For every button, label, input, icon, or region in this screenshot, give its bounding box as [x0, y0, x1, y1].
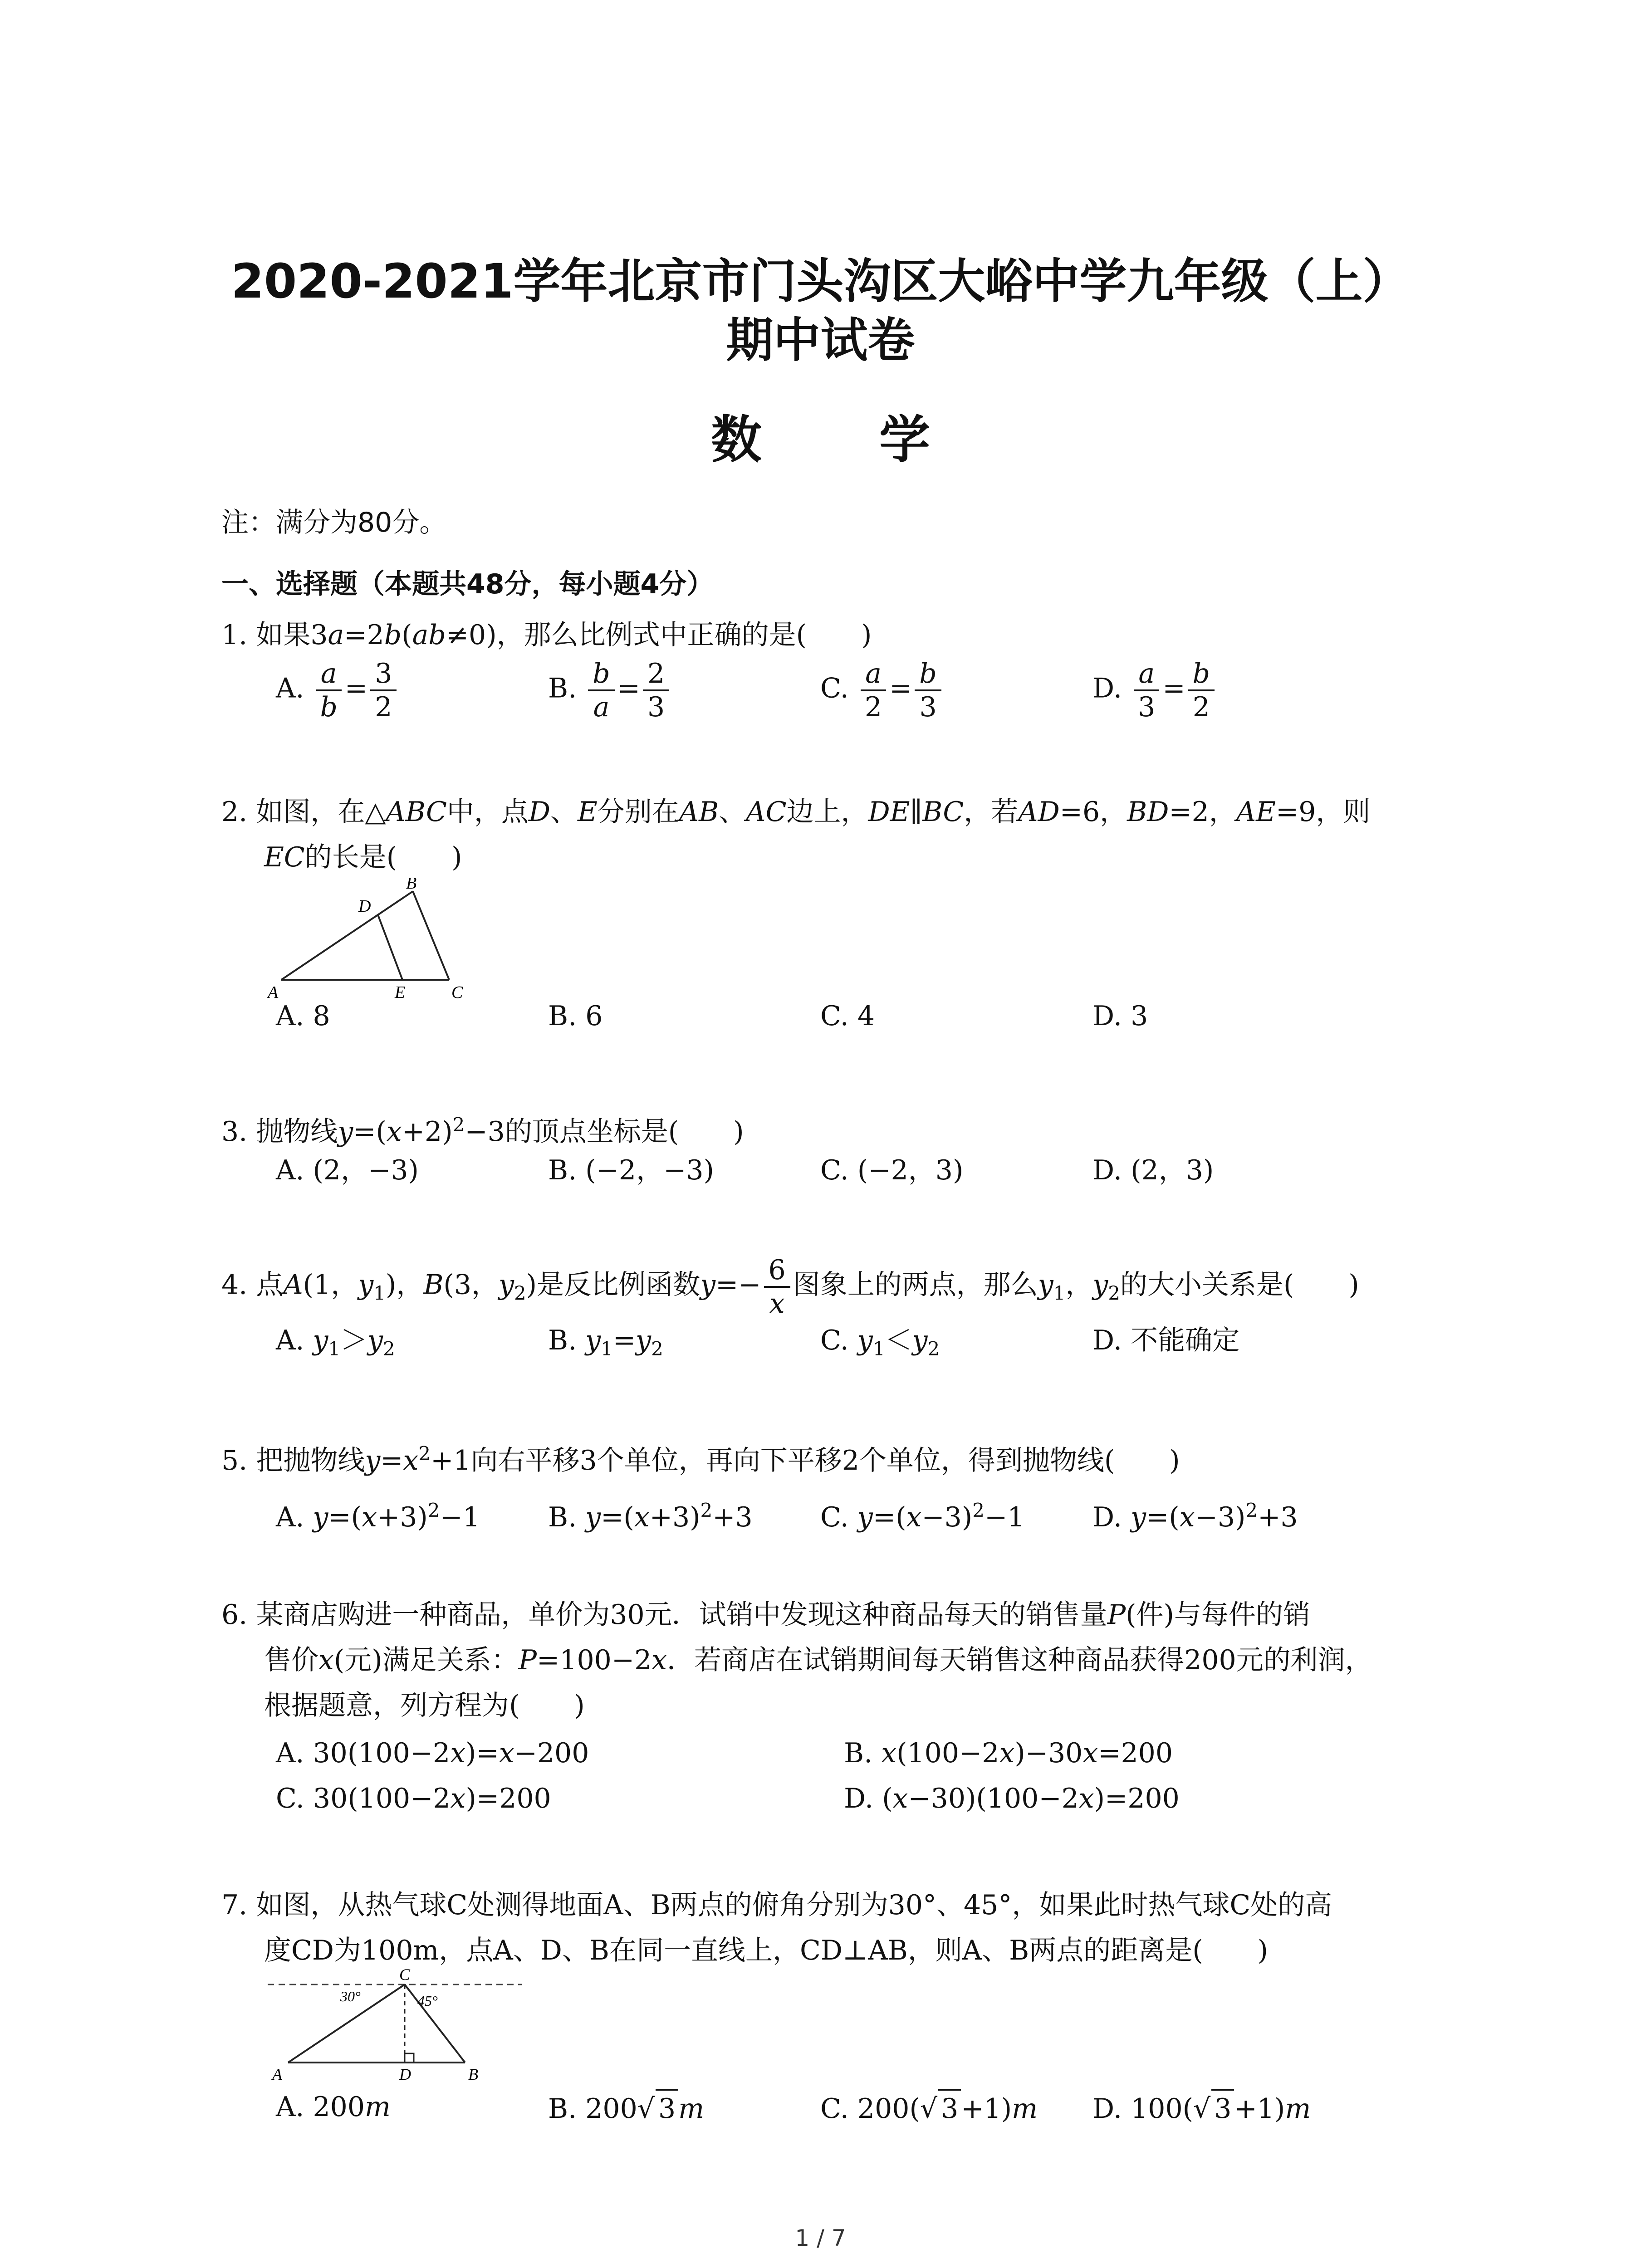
section-heading: 一、选择题（本题共48分，每小题4分）	[221, 568, 714, 600]
figure2-label-b: B	[406, 878, 417, 893]
question-5-option-a: A. $y=(x+3)^2-1$	[276, 1499, 480, 1533]
figure7-label-b: B	[468, 2065, 478, 2082]
question-7-option-a: A. 200m	[276, 2091, 391, 2123]
subject-heading: 数 学	[711, 411, 980, 469]
question-2-option-c: C. 4	[820, 1000, 875, 1032]
question-7-balloon-figure	[259, 1969, 531, 2082]
question-7-stem-line2: 度CD为100m，点A、D、B在同一直线上，CD⊥AB，则A、B两点的距离是( )	[264, 1935, 1269, 1966]
figure7-label-c: C	[399, 1969, 411, 1984]
figure2-label-c: C	[451, 983, 463, 1000]
question-2-stem-line2: EC的长是( )	[264, 841, 462, 873]
page-number: 1 / 7	[795, 2225, 846, 2251]
question-4-option-a: A. $y_1>y_2$	[276, 1325, 395, 1360]
question-3-option-a: A. (2，−3)	[276, 1154, 419, 1186]
question-1-option-a: A. $\frac{a}{b}$ = $\frac{3}{2}$	[276, 658, 399, 723]
question-3-option-d: D. (2，3)	[1092, 1154, 1214, 1186]
question-2-option-d: D. 3	[1092, 1000, 1148, 1032]
question-5-option-b: B. $y=(x+3)^2+3$	[548, 1499, 753, 1533]
figure7-angle-45: 45°	[417, 1993, 438, 2009]
figure7-label-a: A	[272, 2065, 282, 2082]
figure2-label-e: E	[395, 983, 406, 1000]
figure7-angle-30: 30°	[340, 1988, 361, 2004]
score-note: 注：满分为80分。	[221, 507, 447, 538]
question-7-option-c: C. 200(√ 3 +1)m	[820, 2089, 1038, 2127]
question-4-option-b: B. $y_1=y_2$	[548, 1325, 663, 1360]
question-4-option-d: D. 不能确定	[1092, 1325, 1240, 1356]
question-6-stem-line2: 售价x(元)满足关系：P=100−2x．若商店在试销期间每天销售这种商品获得200元的利润，	[264, 1644, 1372, 1676]
question-6-stem-line3: 根据题意，列方程为( )	[264, 1690, 585, 1721]
question-5-stem: 5. 把抛物线$y=x^2+1$向右平移3个单位，再向下平移2个单位，得到抛物线( )	[221, 1442, 1180, 1476]
question-4-option-c: C. $y_1<y_2$	[820, 1325, 940, 1360]
question-1-stem: 1. 如果3a=2b(ab≠0)，那么比例式中正确的是( )	[221, 619, 872, 651]
question-5-option-c: C. $y=(x-3)^2-1$	[820, 1499, 1025, 1533]
question-3-option-b: B. (−2，−3)	[548, 1154, 714, 1186]
question-4-stem: 4. 点A(1，$y_1$)，B(3，$y_2$)是反比例函数y=− $\frac{6}{x}$ 图象上的两点，那么$y_1$，$y_2$的大小关系是( )	[221, 1254, 1359, 1320]
question-2-triangle-figure	[263, 878, 481, 1000]
question-6-option-b: B. x(100−2x)−30x=200	[844, 1737, 1173, 1769]
question-6-option-c: C. 30(100−2x)=200	[276, 1783, 551, 1814]
question-6-stem-line1: 6. 某商店购进一种商品，单价为30元．试销中发现这种商品每天的销售量P(件)与每件的销	[221, 1599, 1310, 1631]
question-7-option-d: D. 100(√ 3 +1)m	[1092, 2089, 1311, 2127]
question-7-option-b: B. 200√ 3 m	[548, 2089, 704, 2127]
figure2-label-d: D	[358, 897, 371, 916]
document-title-line1: 2020-2021学年北京市门头沟区大峪中学九年级（上）	[231, 254, 1410, 309]
question-5-option-d: D. $y=(x-3)^2+3$	[1092, 1499, 1298, 1533]
question-3-option-c: C. (−2，3)	[820, 1154, 964, 1186]
question-1-option-c: C. $\frac{a}{2}$ = $\frac{b}{3}$	[820, 658, 944, 723]
question-2-option-a: A. 8	[276, 1000, 330, 1032]
question-1-option-d: D. $\frac{a}{3}$ = $\frac{b}{2}$	[1092, 658, 1217, 723]
figure7-label-d: D	[399, 2065, 411, 2082]
question-1-option-b: B. $\frac{b}{a}$ = $\frac{2}{3}$	[548, 658, 672, 723]
document-title-line2: 期中试卷	[726, 313, 915, 368]
question-6-option-a: A. 30(100−2x)=x−200	[276, 1737, 589, 1769]
question-3-stem: 3. 抛物线$y=(x+2)^2-3$的顶点坐标是( )	[221, 1114, 744, 1148]
question-2-stem-line1: 2. 如图，在△ABC中，点D、E分别在AB、AC边上，DE∥BC，若AD=6，BD=2，AE=9，则	[221, 796, 1371, 828]
question-2-option-b: B. 6	[548, 1000, 603, 1032]
figure2-label-a: A	[268, 983, 279, 1000]
question-7-stem-line1: 7. 如图，从热气球C处测得地面A、B两点的俯角分别为30°、45°，如果此时热气球C处的高	[221, 1889, 1332, 1921]
question-6-option-d: D. (x−30)(100−2x)=200	[844, 1783, 1180, 1814]
